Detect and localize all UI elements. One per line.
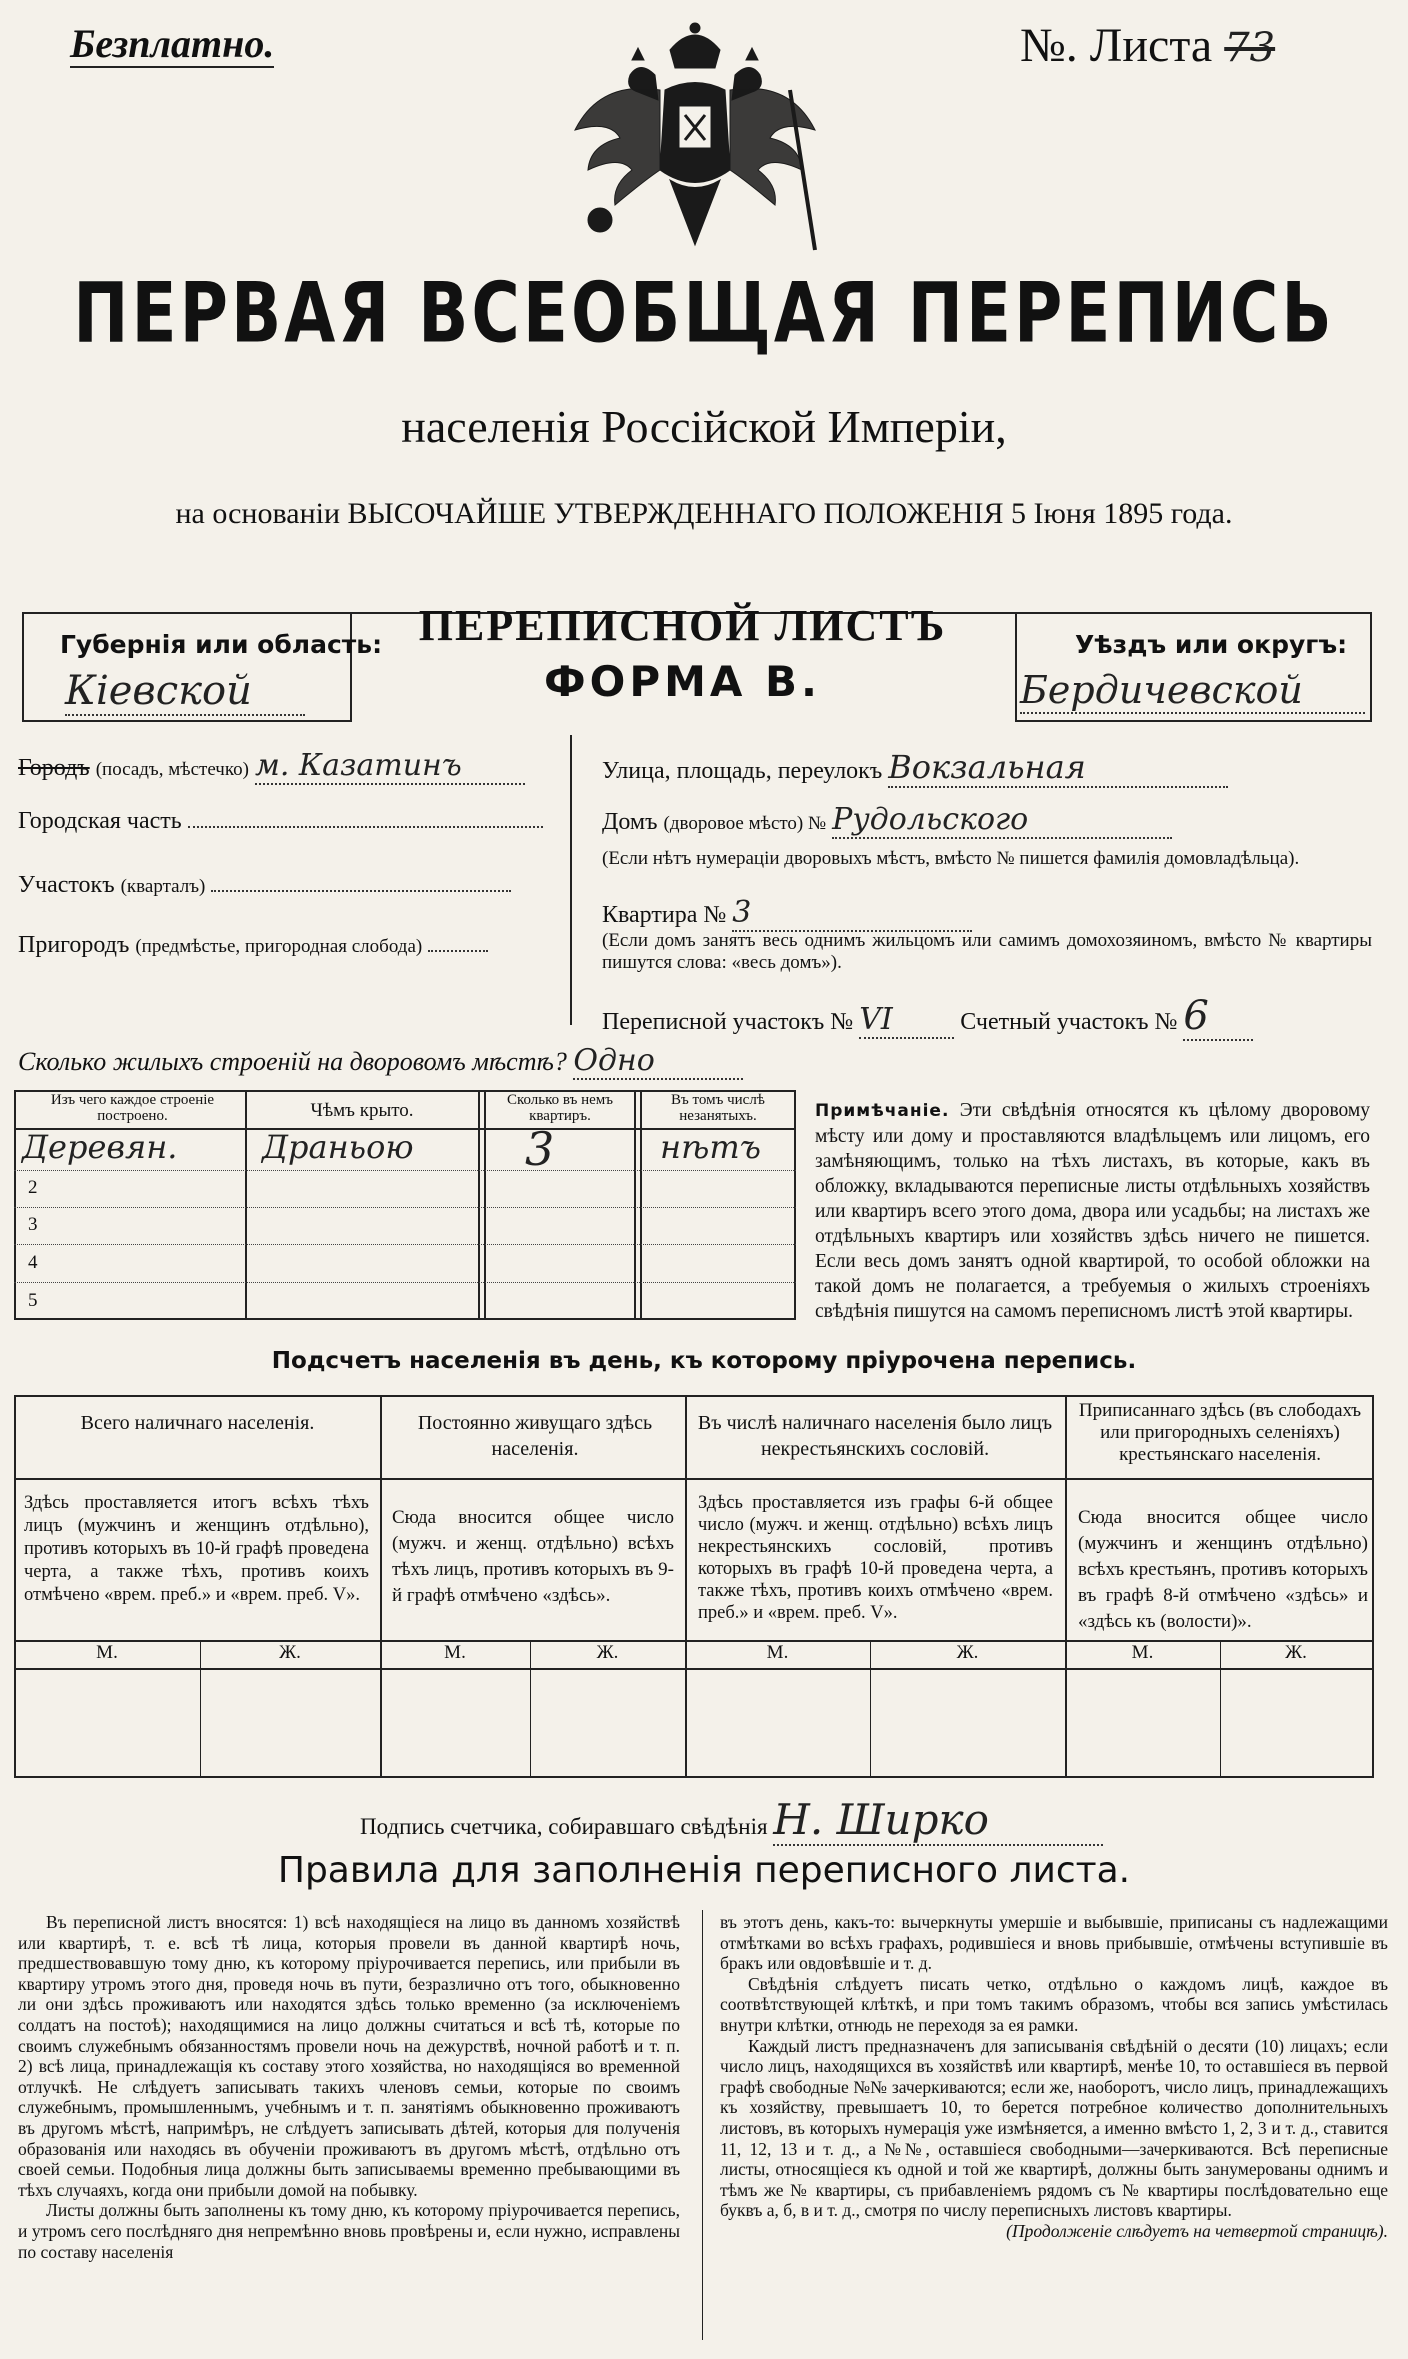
rules-left-column	[18, 1912, 680, 2262]
tally-col-1-body: Здѣсь проставляется итогъ всѣхъ тѣхъ лицъ (мужчинъ и женщинъ отдѣльно), противъ которыхъ въ 10-й графѣ проведена черта, а также тѣхъ, противъ коихъ отмѣчено «врем. преб.» и «врем. преб. V».	[24, 1493, 369, 1605]
section-row	[18, 872, 558, 899]
town-row	[18, 748, 558, 785]
city-part-label: Городская часть	[18, 808, 182, 834]
rules-right-paragraph-3: Каждый листъ предназначенъ для записыванія свѣдѣній о десяти (10) лицахъ; если число лицъ, находящихся въ хозяйствѣ или квартирѣ, менѣе 10, то оставшіеся въ первой графѣ свободные №№ зачеркиваются; если же, наоборотъ, число лицъ, принадлежащихъ къ хозяйству, превышаетъ 10, то берется потребное количество дополнительныхъ листовъ, въ которыхъ нумерація уже измѣняется, а именно вмѣсто 1, 2, 3 и т. д., ставится 11, 12, 13 и т. д., а №№, оставшіеся свободными—зачеркиваются. Всѣ переписные листы, относящіеся къ одной и той же квартирѣ, должны быть занумерованы однимъ и тѣмъ же № квартиры, съ прибавленіемъ рядомъ съ № квартиры послѣдовательно еще буквъ а, б, в и т. д., смотря по числу переписныхъ листовъ квартиры.	[720, 2035, 1388, 2221]
tally-col-2-male: М.	[444, 1642, 466, 1663]
buildings-row-3-number: 3	[28, 1214, 38, 1235]
house-value: Рудольского	[832, 802, 1172, 839]
counting-district-value: 6	[1183, 993, 1253, 1041]
tally-col-3-body: Здѣсь проставляется изъ графы 6-й общее число (мужч. и женщ. отдѣльно) всѣхъ лицъ некрестьянскихъ сословій, противъ которыхъ въ графѣ 10-й проведена черта, а также тѣхъ, противъ коихъ отмѣчено «врем. преб.» и «врем. преб. V».	[698, 1493, 1053, 1623]
tally-col-2-body: Сюда вносится общее число (мужч. и женщ. отдѣльно) всѣхъ тѣхъ лицъ, противъ которыхъ въ 9-й графѣ отмѣчено «здѣсь».	[392, 1507, 674, 1606]
tally-col-3-male: М.	[766, 1642, 789, 1663]
section-label: Участокъ	[18, 872, 115, 898]
sheet-number-label: №. Листа	[1020, 19, 1213, 72]
tally-col-4-female: Ж.	[1285, 1642, 1307, 1663]
census-district-value: VI	[859, 1002, 954, 1039]
rules-continued-note: (Продолженіе слѣдуетъ на четвертой страницѣ).	[1006, 2220, 1388, 2241]
province-label: Губернія или область:	[60, 630, 383, 659]
sheet-number-value: 73	[1224, 25, 1276, 71]
tally-col-1-female: Ж.	[279, 1642, 301, 1663]
rules-title: Правила для заполненія переписного листа.	[277, 1850, 1131, 1891]
tally-col-2-female: Ж.	[596, 1642, 619, 1663]
double-headed-eagle-emblem	[560, 20, 830, 270]
buildings-row-1-material: Деревян.	[22, 1128, 178, 1166]
district-value: Бердичевской	[1020, 668, 1365, 714]
census-district-label: Переписной участокъ №	[602, 1009, 854, 1035]
buildings-header-apartments: Сколько въ немъ квартиръ.	[506, 1092, 614, 1124]
tally-col-2-head: Постоянно живущаго здѣсь населенія.	[417, 1412, 653, 1460]
free-label: Безплатно.	[70, 21, 275, 66]
suburb-label: Пригородъ	[18, 932, 130, 958]
town-label: Городъ	[18, 755, 90, 781]
census-district-row	[602, 993, 1372, 1041]
buildings-question-row	[18, 1043, 743, 1080]
form-subtitle: ФОРМА В.	[543, 657, 822, 706]
buildings-note-text: Эти свѣдѣнія относятся къ цѣлому дворовому мѣсту или дому и проставляются владѣльцемъ или лицомъ, его замѣняющимъ, только на тѣхъ листахъ, въ которые, какъ въ обложку, вкладываются переписные листы отдѣльныхъ хозяйствъ или квартиръ всего этого дома, двора или усадьбы; на листахъ же отдѣльныхъ квартиръ или хозяйствъ здѣсь ничего не пишется. Если весь домъ занятъ одной квартирой, то особой обложки на такой домъ не полагается, а требуемыя о жилыхъ строеніяхъ свѣдѣнія пишутся на самомъ переписномъ листѣ этой квартиры.	[815, 1100, 1371, 1322]
apartment-note: (Если домъ занятъ весь однимъ жильцомъ или самимъ домохозяиномъ, вмѣсто № квартиры пишутся слова: «весь домъ»).	[602, 930, 1372, 973]
city-part-row	[18, 808, 558, 835]
street-row	[602, 748, 1372, 788]
buildings-header-vacant: Въ томъ числѣ незанятыхъ.	[671, 1092, 765, 1124]
buildings-row-4-number: 4	[28, 1252, 38, 1273]
town-value: м. Казатинъ	[255, 748, 525, 785]
rules-right-paragraph-1: въ этотъ день, какъ-то: вычеркнуты умершіе и выбывшіе, приписаны съ надлежащими отмѣтками во всѣхъ графахъ, родившіеся и вновь прибывшіе, отмѣчены вступившіе въ бракъ или овдовѣвшіе и т. д.	[720, 1912, 1388, 1974]
signature-row	[360, 1795, 1103, 1846]
buildings-question: Сколько жилыхъ строеній на дворовомъ мѣстѣ?	[18, 1047, 567, 1076]
rules-right-column	[720, 1912, 1388, 2242]
tally-col-1-male: М.	[96, 1642, 118, 1663]
legal-basis: на основаніи ВЫСОЧАЙШЕ УТВЕРЖДЕННАГО ПОЛОЖЕНІЯ 5 Іюня 1895 года.	[175, 497, 1233, 530]
tally-col-4-male: М.	[1131, 1642, 1154, 1663]
buildings-answer: Одно	[573, 1043, 743, 1080]
tally-col-1-head: Всего наличнаго населенія.	[80, 1412, 315, 1434]
province-value: Кіевской	[65, 668, 305, 716]
page-subtitle: населенія Россійской Имперіи,	[401, 401, 1007, 452]
tally-col-3-female: Ж.	[956, 1642, 979, 1663]
street-value: Вокзальная	[888, 748, 1228, 788]
signature-value: Н. Ширко	[773, 1795, 1103, 1846]
suburb-row	[18, 932, 558, 959]
buildings-row-1-roof: Драньою	[262, 1128, 414, 1166]
rules-left-paragraph-1: Въ переписной листъ вносятся: 1) всѣ находящіеся на лицо въ данномъ хозяйствѣ или квартирѣ, т. е. всѣ тѣ лица, которыя провели въ данной квартирѣ ночь, предшествовавшую тому дню, къ которому пріурочивается перепись, или прибыли въ квартиру утромъ этого дня, проведя ночь въ пути, безразлично отъ того, обыкновенно ли они здѣсь проживаютъ или находятся здѣсь только временно (за исключеніемъ солдатъ на постоѣ); находящимися на лицо должны считаться и всѣ тѣ, которые по своимъ служебнымъ обязанностямъ провели ночь на дежурствѣ, ночной работѣ и т. п. 2) всѣ лица, принадлежащія къ составу этого хозяйства, но находящіяся во временной отлучкѣ. Не слѣдуетъ записывать такихъ членовъ семьи, которые по своимъ служебнымъ, промышленнымъ, учебнымъ и т. п. занятіямъ обыкновенно проживаютъ въ другомъ мѣстѣ, напримѣръ, не слѣдуетъ записывать дѣтей, которыя для полученія образованія или находясь въ обученіи проживаютъ въ другомъ мѣстѣ, отдѣльно отъ своей семьи. Подобныя лица должны быть записываемы временно пребывающими въ тѣхъ случаяхъ, когда они прибыли домой на побывку.	[18, 1912, 680, 2200]
buildings-note	[815, 1098, 1370, 1324]
page-title: ПЕРВАЯ ВСЕОБЩАЯ ПЕРЕПИСЬ	[73, 265, 1335, 362]
house-note: (Если нѣтъ нумераціи дворовыхъ мѣстъ, вмѣсто № пишется фамилія домовладѣльца).	[602, 848, 1300, 869]
street-label: Улица, площадь, переулокъ	[602, 758, 883, 784]
buildings-header-material: Изъ чего каждое строеніе построено.	[50, 1092, 215, 1124]
buildings-header-roof: Чѣмъ крыто.	[310, 1100, 414, 1121]
district-label: Уѣздъ или округъ:	[1075, 630, 1348, 659]
rules-left-paragraph-2: Листы должны быть заполнены къ тому дню, къ которому пріурочивается перепись, и утромъ сего послѣдняго дня непремѣнно вновь провѣрены и, если нужно, исправлены по составу населенія	[18, 2200, 680, 2262]
buildings-table	[14, 1090, 796, 1320]
rules-right-paragraph-2: Свѣдѣнія слѣдуетъ писать четко, отдѣльно о каждомъ лицѣ, каждое въ соотвѣтствующей клѣткѣ, и при томъ такимъ образомъ, чтобы вся запись умѣстилась внутри клѣтки, отнюдь не переходя за ея рамки.	[720, 1973, 1388, 2035]
house-sub-label: (дворовое мѣсто) №	[663, 813, 827, 834]
tally-col-4-body: Сюда вносится общее число (мужчинъ и женщинъ отдѣльно) всѣхъ крестьянъ, противъ которыхъ въ графѣ 8-й отмѣчено «здѣсь» и «здѣсь къ (волости)».	[1078, 1507, 1368, 1632]
town-sub-label: (посадъ, мѣстечко)	[95, 759, 249, 780]
sheet-number	[1020, 18, 1275, 76]
signature-label: Подпись счетчика, собиравшаго свѣдѣнія	[360, 1814, 768, 1839]
apartment-label: Квартира №	[602, 902, 727, 928]
suburb-sub-label: (предмѣстье, пригородная слобода)	[135, 936, 423, 957]
house-row	[602, 802, 1372, 839]
counting-district-label: Счетный участокъ №	[960, 1009, 1178, 1035]
apartment-value: 3	[732, 895, 972, 932]
house-label: Домъ	[602, 809, 658, 835]
tally-col-3-head: Въ числѣ наличнаго населенія было лицъ некрестьянскихъ сословій.	[697, 1412, 1053, 1460]
buildings-note-head: Примѣчаніе.	[815, 1101, 950, 1121]
buildings-row-1-apartments: 3	[525, 1122, 555, 1176]
buildings-row-2-number: 2	[28, 1177, 38, 1198]
buildings-row-1-vacant: нѣтъ	[660, 1128, 761, 1166]
section-sub-label: (кварталъ)	[120, 876, 206, 897]
form-title: ПЕРЕПИСНОЙ ЛИСТЪ	[418, 601, 947, 650]
apartment-row	[602, 895, 1372, 932]
buildings-row-5-number: 5	[28, 1290, 38, 1311]
tally-col-4-head: Приписаннаго здѣсь (въ слободахъ или пригородныхъ селеніяхъ) крестьянскаго населенія.	[1078, 1400, 1362, 1465]
tally-title: Подсчетъ населенія въ день, къ которому пріурочена перепись.	[271, 1348, 1137, 1374]
